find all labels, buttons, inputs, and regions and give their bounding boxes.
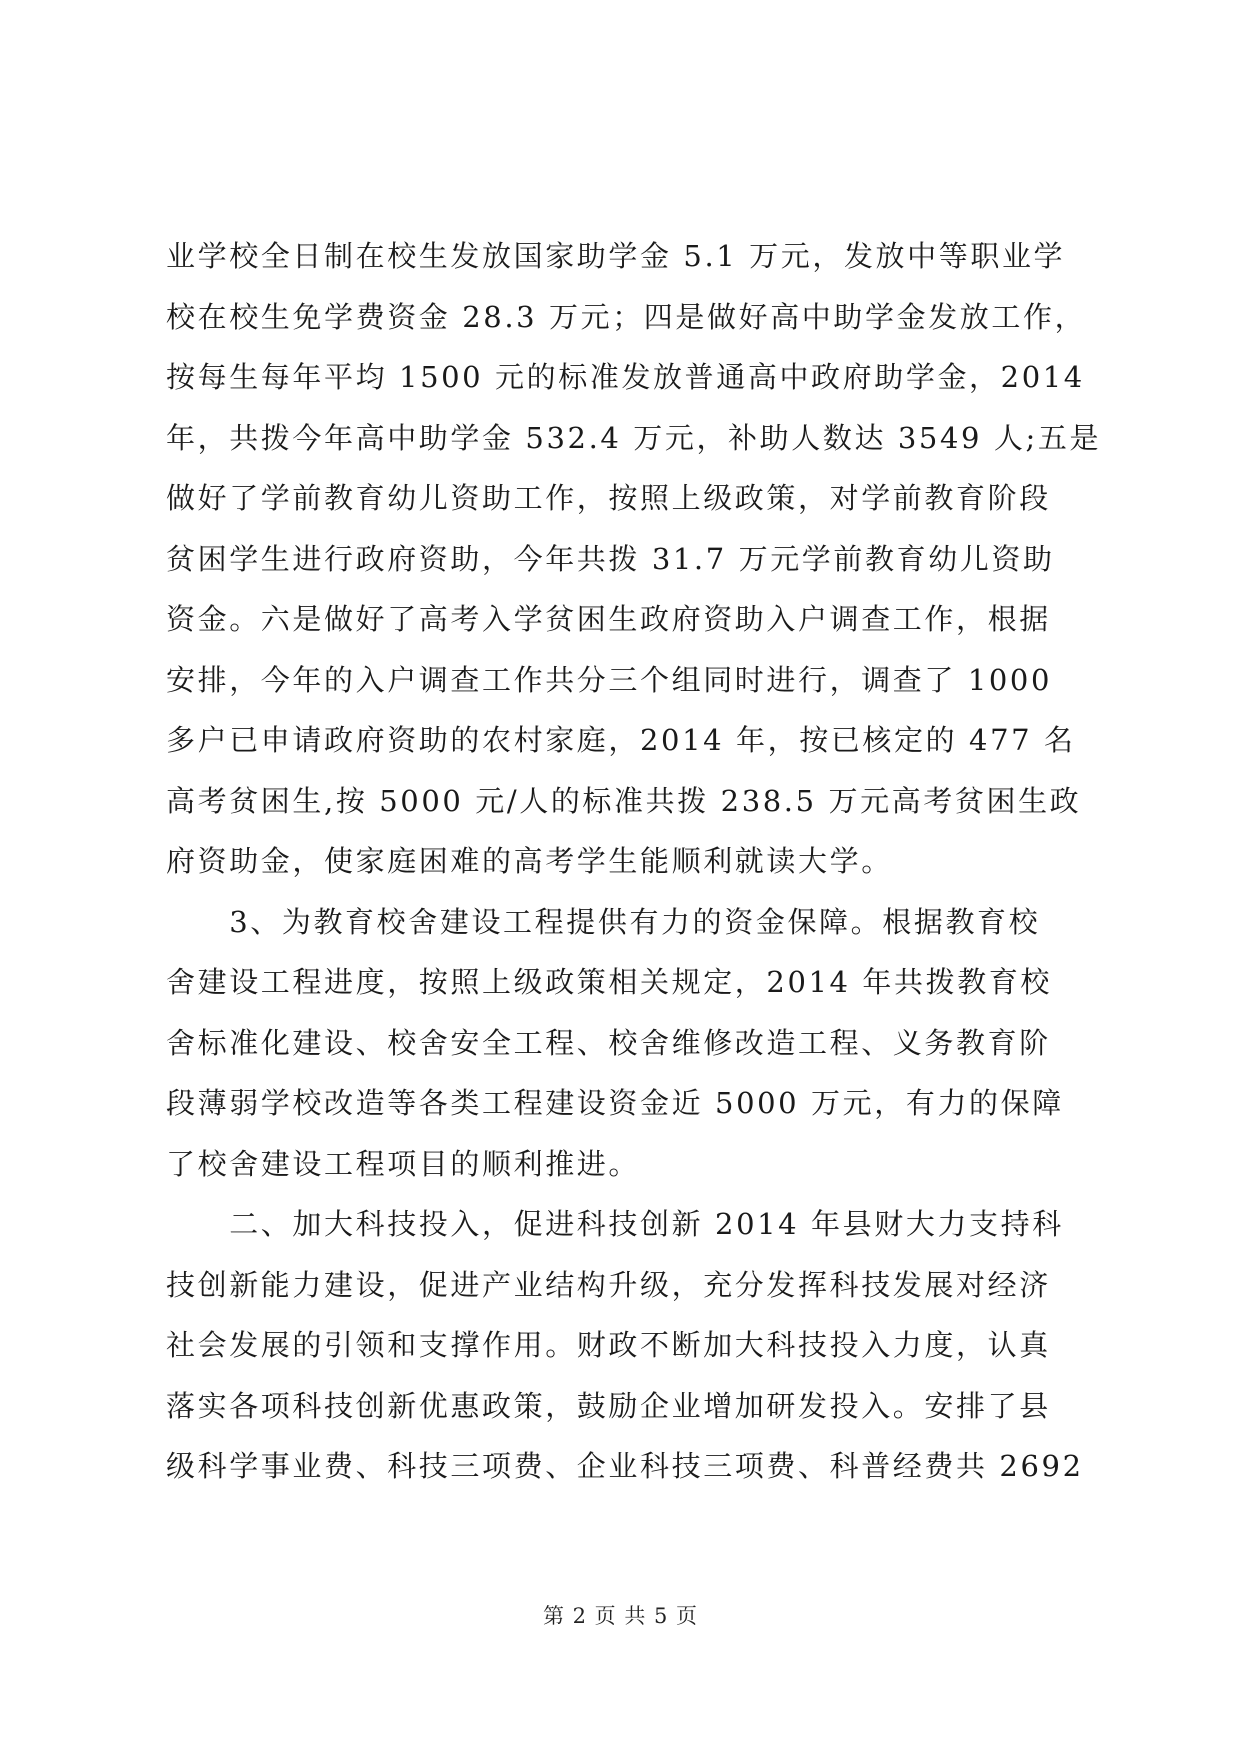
text-line: 级科学事业费、科技三项费、企业科技三项费、科普经费共 2692	[166, 1449, 1084, 1483]
text-line: 做好了学前教育幼儿资助工作，按照上级政策，对学前教育阶段	[166, 481, 1051, 515]
text-line: 技创新能力建设，促进产业结构升级，充分发挥科技发展对经济	[166, 1267, 1051, 1302]
text-line: 落实各项科技创新优惠政策，鼓励企业增加研发投入。安排了县	[166, 1388, 1051, 1423]
text-line: 舍标准化建设、校舍安全工程、校舍维修改造工程、义务教育阶	[166, 1025, 1051, 1060]
text-line: 舍建设工程进度，按照上级政策相关规定，2014 年共拨教育校	[166, 965, 1053, 999]
text-line: 了校舍建设工程项目的顺利推进。	[166, 1146, 641, 1181]
text-line: 校在校生免学费资金 28.3 万元；四是做好高中助学金发放工作，	[166, 299, 1087, 334]
page-footer: 第 2 页 共 5 页	[542, 1604, 699, 1628]
text-line: 府资助金，使家庭困难的高考学生能顺利就读大学。	[166, 844, 893, 878]
text-line: 社会发展的引领和支撑作用。财政不断加大科技投入力度，认真	[166, 1328, 1051, 1362]
text-line: 资金。六是做好了高考入学贫困生政府资助入户调查工作，根据	[166, 602, 1051, 636]
text-line: 二、加大科技投入，促进科技创新 2014 年县财大力支持科	[166, 1207, 1064, 1241]
text-line: 高考贫困生,按 5000 元/人的标准共拨 238.5 万元高考贫困生政	[166, 783, 1082, 818]
text-line: 按每生每年平均 1500 元的标准发放普通高中政府助学金，2014	[166, 360, 1085, 394]
text-line: 业学校全日制在校生发放国家助学金 5.1 万元，发放中等职业学	[166, 239, 1066, 273]
text-line: 安排，今年的入户调查工作共分三个组同时进行，调查了 1000	[166, 662, 1053, 697]
document-body	[166, 226, 1102, 1497]
text-line: 贫困学生进行政府资助，今年共拨 31.7 万元学前教育幼儿资助	[166, 541, 1055, 576]
text-line: 3、为教育校舍建设工程提供有力的资金保障。根据教育校	[166, 904, 1041, 939]
text-line: 多户已申请政府资助的农村家庭，2014 年，按已核定的 477 名	[166, 723, 1076, 757]
text-line: 年，共拨今年高中助学金 532.4 万元，补助人数达 3549 人;五是	[166, 420, 1102, 455]
text-line: 段薄弱学校改造等各类工程建设资金近 5000 万元，有力的保障	[166, 1086, 1064, 1120]
